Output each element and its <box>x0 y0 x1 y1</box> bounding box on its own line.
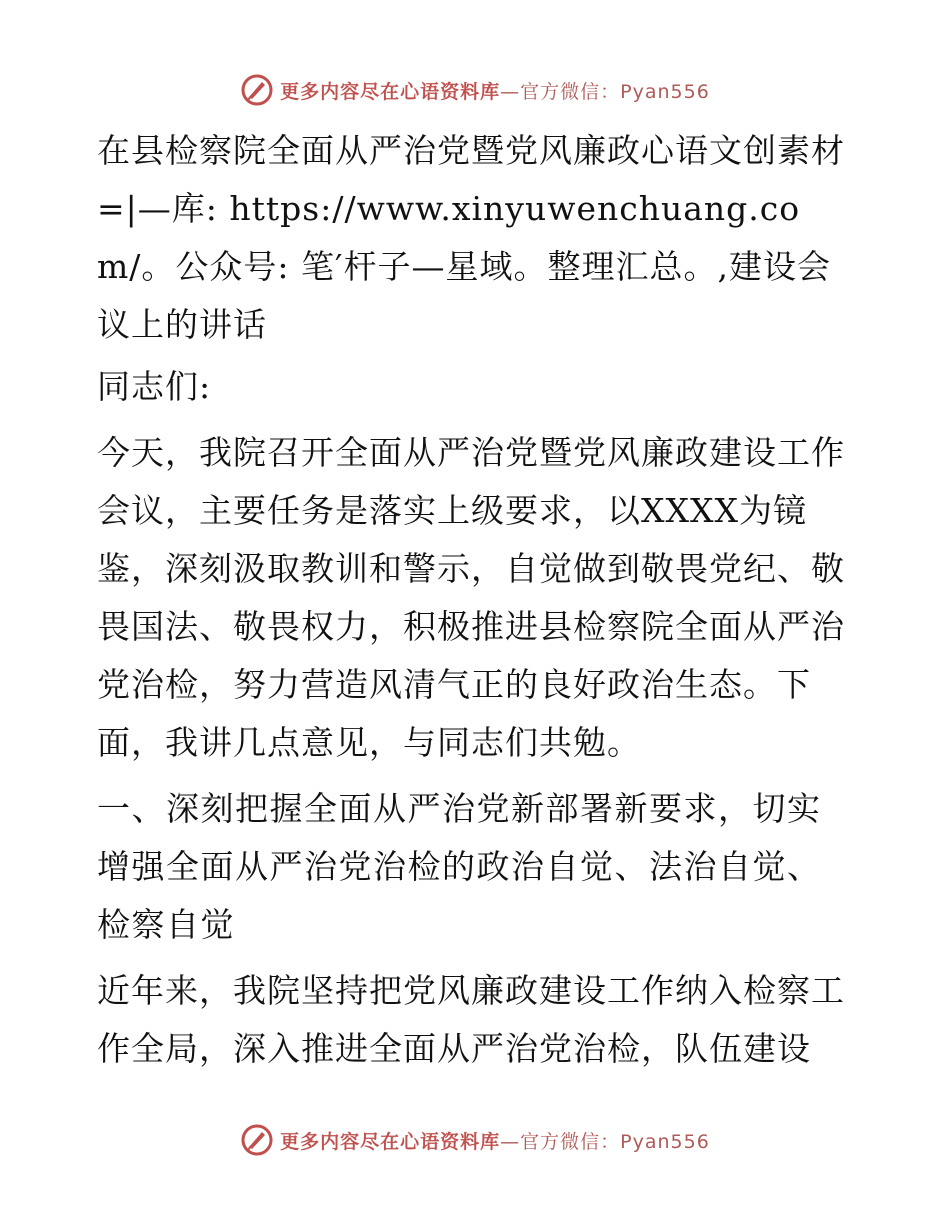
paragraph: 今天，我院召开全面从严治党暨党风廉政建设工作会议，主要任务是落实上级要求，以XXXX为镜鉴，深刻汲取教训和警示，自觉做到敬畏党纪、敬畏国法、敬畏权力，积极推进县检察院全面从严治党治检，努力营造风清气正的良好政治生态。下面，我讲几点意见，与同志们共勉。 <box>97 433 845 762</box>
quill-logo-icon <box>240 73 274 107</box>
section-heading: 一、深刻把握全面从严治党新部署新要求，切实增强全面从严治党治检的政治自觉、法治自觉、检察自觉 <box>97 789 822 944</box>
paragraph: 近年来，我院坚持把党风廉政建设工作纳入检察工作全局，深入推进全面从严治党治检，队伍建设 <box>97 971 845 1068</box>
footer-banner <box>0 1120 950 1160</box>
banner-text <box>280 77 710 104</box>
document-title: 在县检察院全面从严治党暨党风廉政心语文创素材=|—库: https://www.xinyuwenchuang.com/。公众号: 笔′杆子—星域。整理汇总。,建设会议上的讲话 <box>97 131 845 344</box>
banner-wechat: —官方微信：Pyan556 <box>500 1130 710 1153</box>
banner-text <box>280 1127 710 1154</box>
quill-logo-icon <box>240 1123 274 1157</box>
banner-wechat: —官方微信：Pyan556 <box>500 80 710 103</box>
banner-brand: 更多内容尽在心语资料库 <box>280 80 501 103</box>
document-body <box>97 122 849 1086</box>
banner-brand: 更多内容尽在心语资料库 <box>280 1130 501 1153</box>
salutation: 同志们: <box>97 367 212 406</box>
header-banner <box>0 70 950 110</box>
